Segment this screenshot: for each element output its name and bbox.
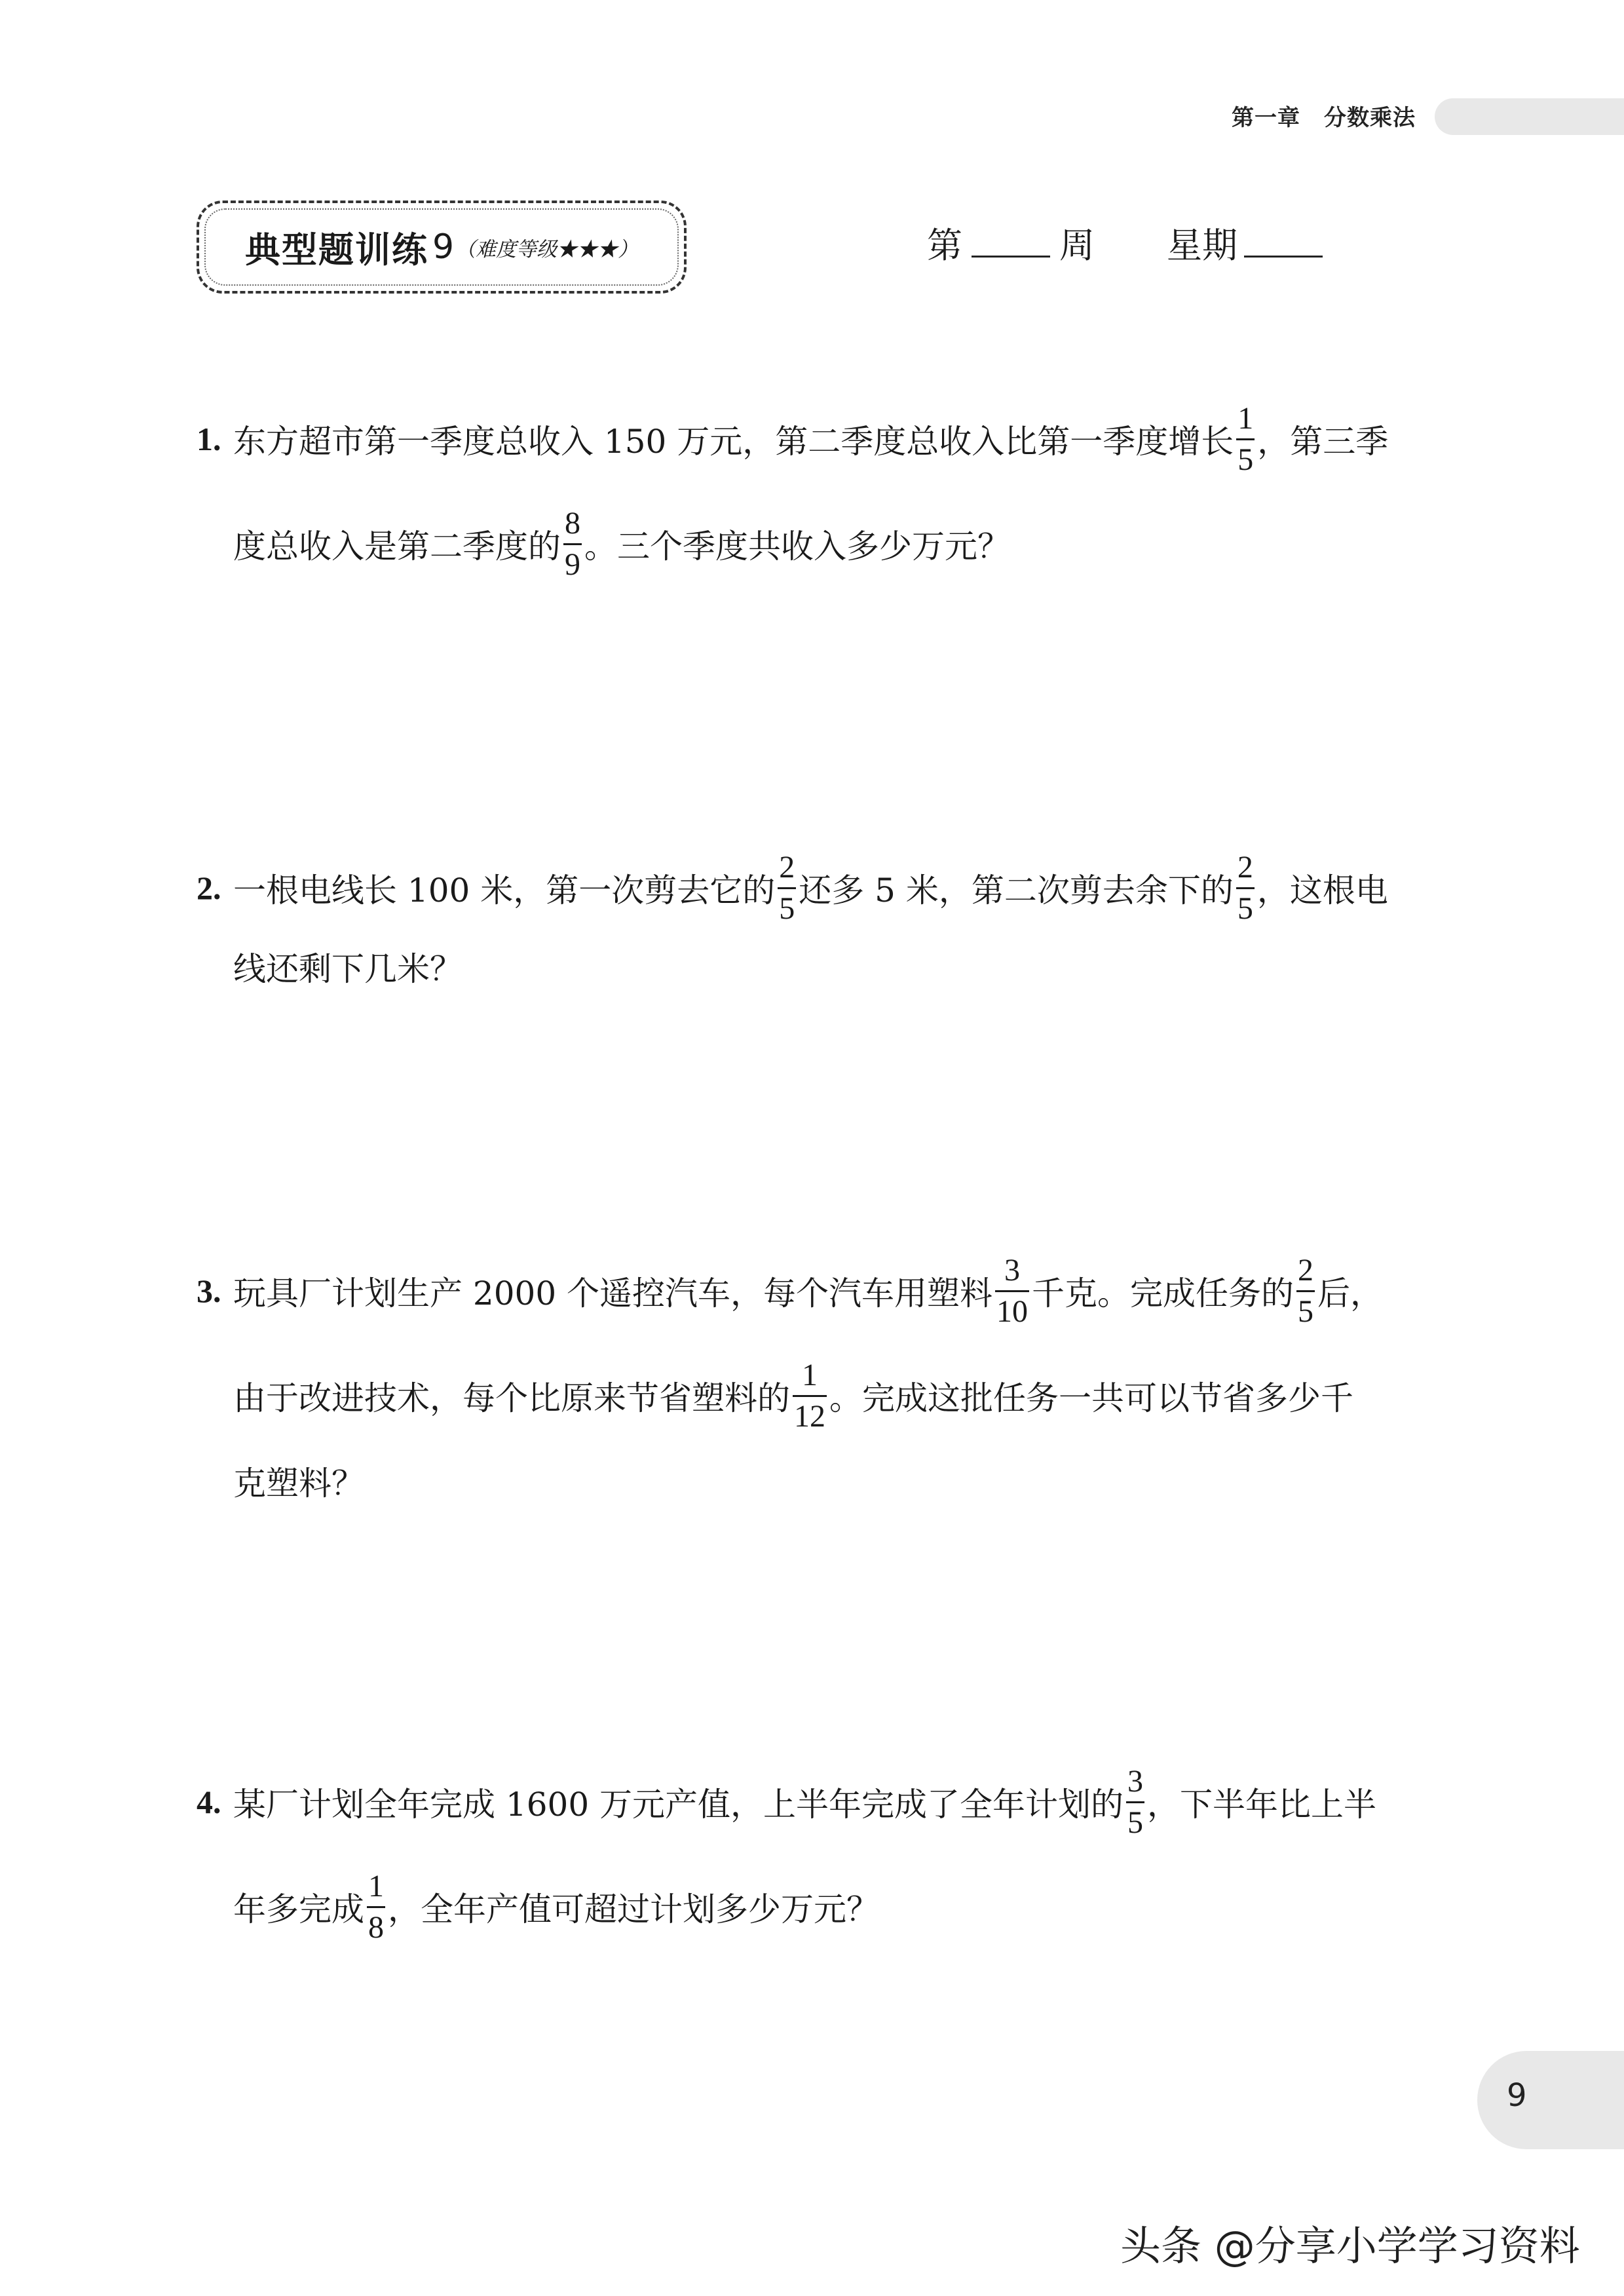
numerator: 2 [779,849,795,885]
problem-text: 度总收入是第二季度的 [233,527,561,565]
week-prefix: 第 [927,225,962,266]
problem-text: ，全年产值可超过计划多少万元？ [388,1890,879,1928]
denominator: 5 [1298,1293,1314,1329]
fraction [563,505,582,582]
denominator: 5 [779,890,795,926]
problem-text: 东方超市第一季度总收入 150 万元，第二季度总收入比第一季度增长 [233,423,1234,461]
numerator: 1 [802,1357,818,1392]
numerator: 1 [368,1868,384,1904]
week-blank[interactable] [972,218,1050,258]
numerator: 8 [565,505,580,541]
problem-number: 3. [197,1272,221,1309]
problem-number: 4. [197,1784,221,1820]
fraction [1236,400,1255,477]
fraction [1296,1252,1315,1329]
denominator: 5 [1127,1805,1144,1840]
watermark-text: 头条 @分享小学学习资料 [1120,2222,1580,2270]
problem-text: 年多完成 [233,1890,364,1928]
problem-number: 2. [197,870,221,906]
exercise-title-box [197,201,687,294]
denominator: 5 [1237,890,1253,926]
schedule-line [927,216,1323,275]
chapter-topic: 分数乘法 [1324,105,1416,131]
denominator: 9 [565,546,580,582]
weekday-label: 星期 [1167,225,1237,266]
problem-text: ，这根电 [1256,871,1388,909]
page-number-tab [1477,2051,1624,2149]
fraction [995,1252,1029,1329]
problem-text: ，下半年比上半 [1147,1786,1377,1824]
numerator: 3 [1004,1252,1021,1288]
fraction [367,1868,385,1945]
numerator: 2 [1298,1252,1314,1288]
problem-text: 后， [1317,1274,1384,1312]
exercise-number: 9 [432,227,455,267]
problem-text: 某厂计划全年完成 1600 万元产值，上半年完成了全年计划的 [233,1786,1124,1824]
fraction [793,1357,827,1434]
problem-text: 。三个季度共收入多少万元？ [584,527,1010,565]
chapter-label: 第一章 [1232,105,1300,131]
denominator: 12 [794,1398,825,1434]
problem-text: 还多 5 米，第二次剪去余下的 [799,871,1234,909]
page-number: 9 [1507,2077,1527,2114]
difficulty-label: （难度等级★★★） [455,237,639,261]
denominator: 10 [996,1293,1029,1329]
problem-text: 线还剩下几米？ [233,950,463,988]
chapter-tab-background [1435,98,1624,135]
problem-text: 玩具厂计划生产 2000 个遥控汽车，每个汽车用塑料 [233,1274,993,1312]
numerator: 1 [1237,400,1254,436]
denominator: 5 [1237,442,1254,477]
chapter-header [1232,100,1416,136]
exercise-title: 典型题训练 [244,229,428,271]
problem-text: 一根电线长 100 米，第一次剪去它的 [233,871,776,909]
weekday-blank[interactable] [1244,218,1323,258]
fraction [778,849,796,926]
problem-number: 1. [197,421,221,457]
problem-text: 克塑料？ [233,1464,364,1502]
fraction [1236,849,1255,926]
problem-text: 由于改进技术，每个比原来节省塑料的 [233,1379,790,1417]
fraction [1126,1763,1144,1840]
problem-text: 。完成这批任务一共可以节省多少千 [829,1379,1353,1417]
numerator: 2 [1237,849,1253,885]
problem-text: ，第三季 [1257,423,1389,461]
denominator: 8 [368,1909,384,1945]
week-suffix: 周 [1059,225,1095,266]
numerator: 3 [1127,1763,1144,1799]
problem-text: 千克。完成任务的 [1032,1274,1294,1312]
